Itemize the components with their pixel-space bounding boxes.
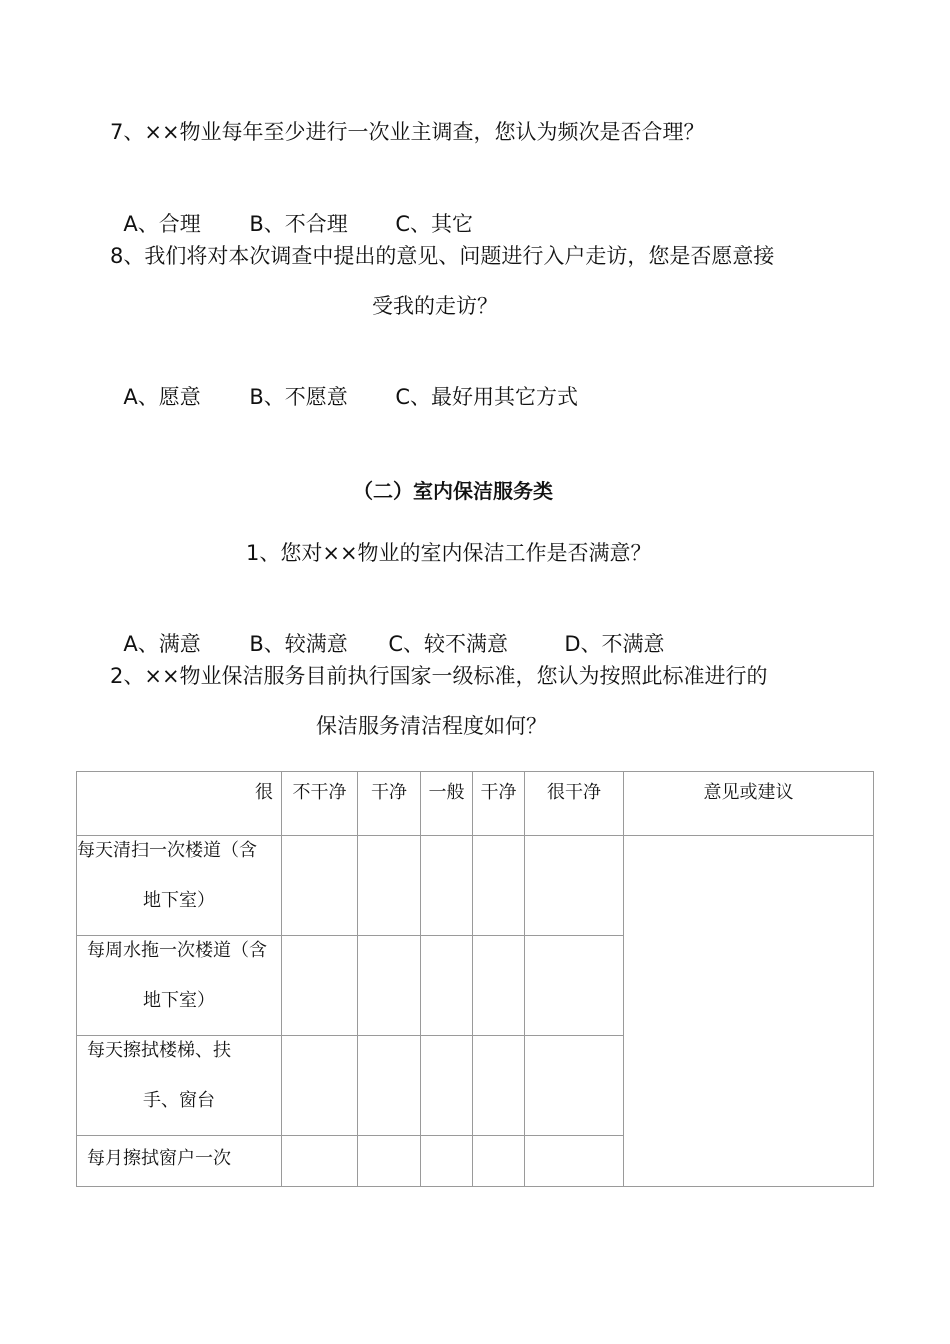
question-8-text-line2: 受我的走访？	[372, 294, 498, 318]
rating-cell[interactable]	[421, 1136, 473, 1187]
row-label: 每天清扫一次楼道（含 地下室）	[77, 836, 282, 936]
rating-cell[interactable]	[282, 836, 358, 936]
section2-question-1-options	[110, 599, 665, 659]
table-header-cell: 不干净	[282, 772, 358, 836]
q7-option-c: C、其它	[395, 212, 474, 236]
rating-cell[interactable]	[525, 936, 624, 1036]
rating-cell[interactable]	[421, 836, 473, 936]
rating-cell[interactable]	[282, 1136, 358, 1187]
rating-cell[interactable]	[473, 936, 525, 1036]
table-header-cell: 很	[77, 772, 282, 836]
q8-option-c: C、最好用其它方式	[395, 385, 579, 409]
rating-cell[interactable]	[525, 836, 624, 936]
rating-cell[interactable]	[525, 1036, 624, 1136]
table-header-cell: 意见或建议	[624, 772, 874, 836]
section2-question-2-text-line2: 保洁服务清洁程度如何？	[316, 714, 547, 738]
rating-cell[interactable]	[358, 1136, 421, 1187]
rating-cell[interactable]	[358, 936, 421, 1036]
q7-option-a: A、合理	[123, 212, 201, 236]
question-7-text: 7、××物业每年至少进行一次业主调查，您认为频次是否合理？	[110, 120, 705, 144]
row-label: 每月擦拭窗户一次	[77, 1136, 282, 1187]
rating-cell[interactable]	[282, 936, 358, 1036]
rating-cell[interactable]	[473, 1036, 525, 1136]
table-header-cell: 干净	[358, 772, 421, 836]
table-header-cell: 一般	[421, 772, 473, 836]
question-8-options	[110, 352, 578, 412]
question-8-text-line1: 8、我们将对本次调查中提出的意见、问题进行入户走访，您是否愿意接	[110, 244, 775, 268]
section2-question-2-text-line1: 2、××物业保洁服务目前执行国家一级标准，您认为按照此标准进行的	[110, 664, 768, 688]
suggestion-cell[interactable]	[624, 836, 874, 1187]
rating-cell[interactable]	[358, 836, 421, 936]
rating-cell[interactable]	[421, 936, 473, 1036]
cleaning-survey-table	[76, 771, 874, 1187]
rating-cell[interactable]	[525, 1136, 624, 1187]
table-header-cell: 很干净	[525, 772, 624, 836]
q8-option-b: B、不愿意	[249, 385, 348, 409]
section2-question-1-text: 1、您对××物业的室内保洁工作是否满意？	[246, 541, 652, 565]
question-7-options	[110, 179, 473, 239]
section-title: （二）室内保洁服务类	[353, 479, 553, 503]
rating-cell[interactable]	[473, 1136, 525, 1187]
rating-cell[interactable]	[421, 1036, 473, 1136]
row-label: 每周水拖一次楼道（含 地下室）	[77, 936, 282, 1036]
rating-cell[interactable]	[282, 1036, 358, 1136]
rating-cell[interactable]	[473, 836, 525, 936]
s2q1-option-a: A、满意	[123, 632, 201, 656]
rating-cell[interactable]	[358, 1036, 421, 1136]
table-header-cell: 干净	[473, 772, 525, 836]
table-header-row	[77, 772, 874, 836]
s2q1-option-c: C、较不满意	[388, 632, 509, 656]
s2q1-option-d: D、不满意	[564, 632, 665, 656]
row-label: 每天擦拭楼梯、扶 手、窗台	[77, 1036, 282, 1136]
table-row	[77, 836, 874, 936]
s2q1-option-b: B、较满意	[249, 632, 348, 656]
q8-option-a: A、愿意	[123, 385, 201, 409]
q7-option-b: B、不合理	[249, 212, 348, 236]
